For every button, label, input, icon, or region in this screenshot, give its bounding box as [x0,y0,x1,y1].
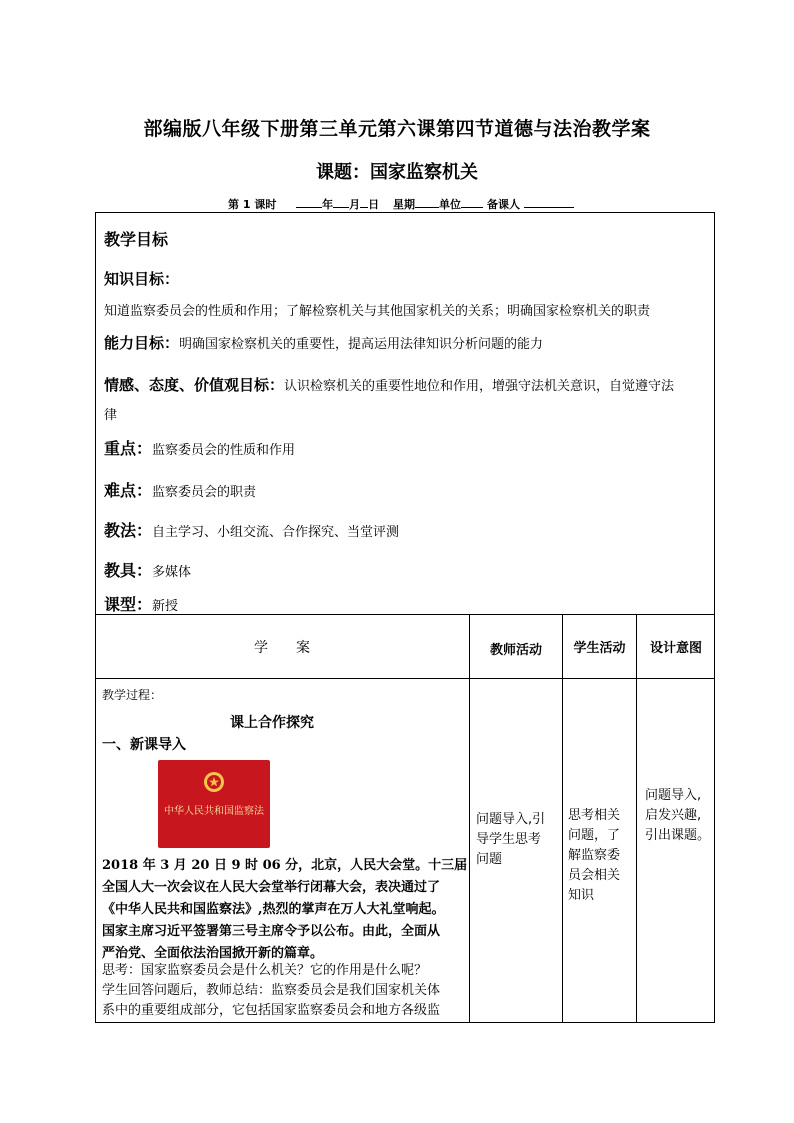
difficulty-text: 监察委员会的职责 [152,485,257,500]
method-label: 教法： [104,521,153,540]
key-point-label: 重点： [104,439,153,458]
student-activity-line: 思考相关 [568,808,621,823]
meta-weekday: 星期 [393,198,416,211]
lesson-type-row [104,592,178,615]
student-activity-line: 知识 [568,888,595,903]
emotion-text-continued: 律 [104,408,118,423]
method-text: 自主学习、小组交流、合作探究、当堂评测 [152,525,400,540]
lesson-type-label: 课型： [104,595,153,614]
meta-preparer: 备课人 [487,198,521,211]
meta-unit: 单位 [439,198,462,211]
news-line: 全国人大一次会议在人民大会堂举行闭幕大会，表决通过了 [102,880,441,895]
key-point-row [104,436,295,459]
section-title: 课上合作探究 [230,715,314,731]
teacher-activity-line: 问题导入,引 [476,812,546,827]
column-divider [469,614,470,1023]
objectives-heading: 教学目标 [104,230,169,249]
ability-text: 明确国家检察机关的重要性，提高运用法律知识分析问题的能力 [179,337,544,352]
think-line: 系中的重要组成部分，它包括国家监察委员会和地方各级监 [102,1003,441,1018]
meta-lesson: 第 1 课时 [228,198,277,211]
header-student-activity: 学生活动 [573,641,626,656]
process-label: 教学过程： [102,688,163,702]
meta-month: 月 [349,198,361,211]
lesson-subtitle: 课题：国家监察机关 [316,162,478,183]
student-activity-line: 问题，了 [568,828,621,843]
column-divider [562,614,563,1023]
row-divider [95,614,715,615]
meta-year-underline [310,196,322,208]
tools-text: 多媒体 [152,565,192,580]
design-intent-line: 问题导入, [645,788,702,803]
emotion-row [104,374,674,395]
emotion-label: 情感、态度、价值观目标： [104,376,285,394]
header-teacher-activity: 教师活动 [489,643,542,658]
meta-year: 年 [322,198,334,211]
difficulty-label: 难点： [104,481,153,500]
news-line: 2018 年 3 月 20 日 9 时 06 分，北京，人民大会堂。十三届 [102,858,468,873]
think-line: 学生回答问题后，教师总结：监察委员会是我们国家机关体 [102,983,441,998]
think-paragraph [102,961,468,1021]
student-activity-line: 解监察委 [568,848,621,863]
header-design-intent: 设计意图 [649,641,702,656]
supervision-law-cover-image [158,760,270,848]
ability-row [104,332,543,353]
student-activity-cell [568,806,620,906]
method-row [104,518,399,541]
knowledge-text: 知道监察委员会的性质和作用；了解检察机关与其他国家机关的关系；明确国家检察机关的职责 [104,304,651,319]
key-point-text: 监察委员会的性质和作用 [152,443,296,458]
emotion-text: 认识检察机关的重要性地位和作用，增强守法机关意识，自觉遵守法 [284,379,675,394]
page-title: 部编版八年级下册第三单元第六课第四节道德与法治教学案 [143,118,651,140]
part-one-heading: 一、新课导入 [102,737,186,753]
news-paragraph [102,855,468,965]
teacher-activity-line: 问题 [476,852,503,867]
news-line: 《中华人民共和国监察法》,热烈的掌声在万人大礼堂响起。 [102,902,445,917]
tools-label: 教具： [104,561,153,580]
think-line: 思考：国家监察委员会是什么机关？它的作用是什么呢？ [102,963,428,978]
student-activity-line: 员会相关 [568,868,621,883]
difficulty-row [104,478,256,501]
row-divider [95,678,715,679]
lesson-type-text: 新授 [152,599,179,614]
design-intent-line: 启发兴趣, [645,808,702,823]
design-intent-line: 引出课题。 [645,828,711,843]
header-study-plan: 学 案 [254,640,310,656]
design-intent-cell [645,786,710,846]
ability-label: 能力目标： [104,334,180,352]
meta-day: 日 [368,198,380,211]
column-divider [636,614,637,1023]
tools-row [104,558,191,581]
news-line: 国家主席习近平签署第三号主席令予以公布。由此，全面从 [102,924,441,939]
news-line: 严治党、全面依法治国掀开新的篇章。 [102,946,324,961]
teacher-activity-cell [476,810,545,870]
lesson-meta-line [228,196,574,212]
teacher-activity-line: 导学生思考 [476,832,542,847]
national-emblem-icon [201,770,227,794]
knowledge-label: 知识目标： [104,270,180,288]
cover-title-text: 中华人民共和国监察法 [164,806,264,817]
